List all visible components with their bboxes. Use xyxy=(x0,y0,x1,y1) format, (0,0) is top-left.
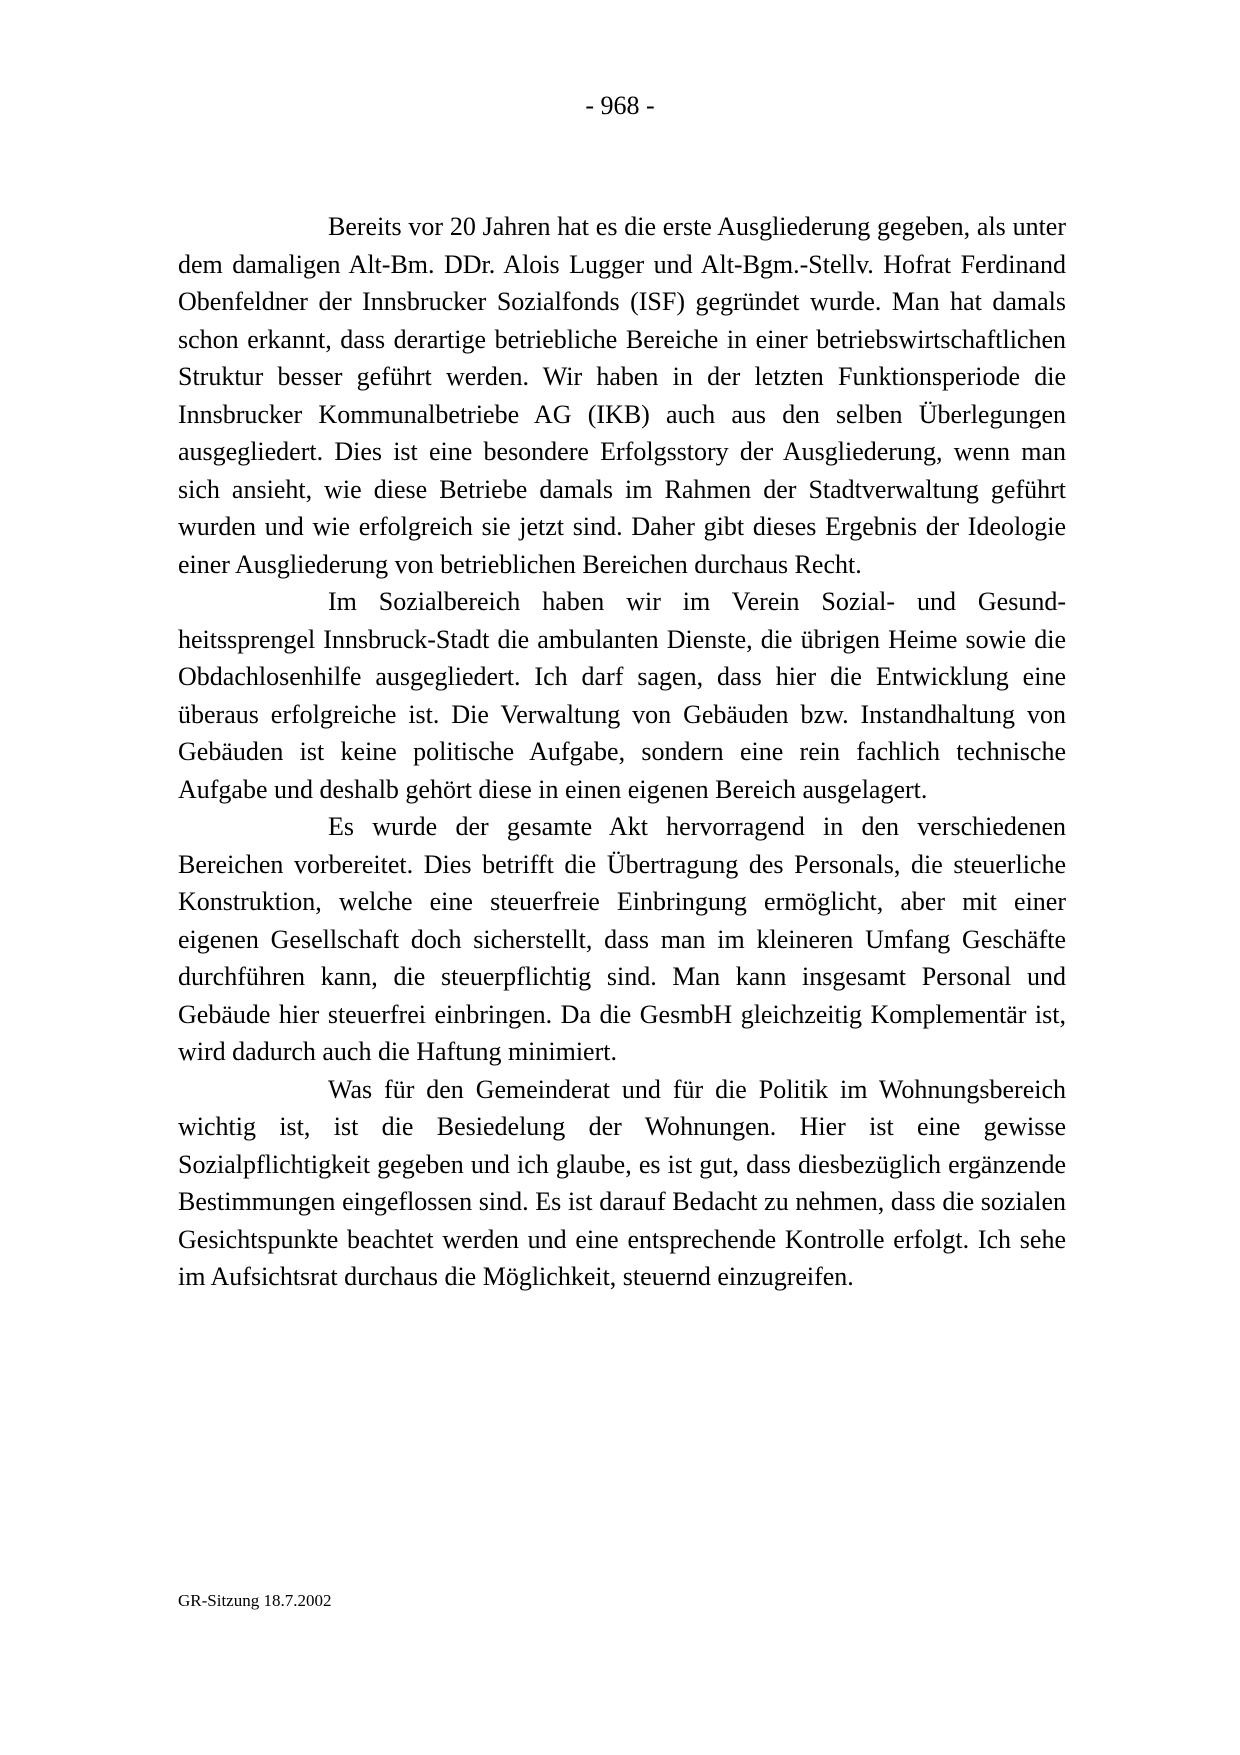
footer-session-label: GR-Sitzung 18.7.2002 xyxy=(178,1591,332,1610)
paragraph: Was für den Gemeinderat und für die Politik im Wohnungsbereich wichtig ist, ist die Besiedelung der Wohnungen. Hier ist eine gewisse Sozialpflichtigkeit gegeben und ich glaube, es ist gut, dass diesbezüglich ergänzende Bestimmungen eingeflossen sind. Es ist darauf Bedacht zu nehmen, dass die sozialen Gesichtspunkte beachtet werden und eine entsprechende Kontrolle erfolgt. Ich sehe im Aufsichtsrat durchaus die Möglichkeit, steuernd einzugreifen. xyxy=(178,1074,1066,1291)
paragraph: Im Sozialbereich haben wir im Verein Sozial- und Gesundheitssprengel Innsbruck-Stadt die ambulanten Dienste, die übrigen Heime sowie die Obdachlosenhilfe ausgegliedert. Ich darf sagen, dass hier die Entwicklung eine überaus erfolgreiche ist. Die Verwaltung von Gebäuden bzw. Instandhaltung von Gebäuden ist keine politische Aufgabe, sondern eine rein fachlich technische Aufgabe und deshalb gehört diese in einen eigenen Bereich ausgelagert. xyxy=(178,587,1066,804)
paragraph: Bereits vor 20 Jahren hat es die erste Ausgliederung gegeben, als unter dem damaligen Alt-Bm. DDr. Alois Lugger und Alt-Bgm.-Stellv. Hofrat Ferdinand Obenfeldner der Innsbrucker Sozialfonds (ISF) gegründet wurde. Man hat damals schon erkannt, dass derartige betriebliche Bereiche in einer betriebswirtschaftlichen Struktur besser geführt werden. Wir haben in der letzten Funktionsperiode die Innsbrucker Kommunalbetriebe AG (IKB) auch aus den selben Überlegungen ausgegliedert. Dies ist eine besondere Erfolgsstory der Ausgliederung, wenn man sich ansieht, wie diese Betriebe damals im Rahmen der Stadtverwaltung geführt wurden und wie erfolgreich sie jetzt sind. Daher gibt dieses Ergebnis der Ideologie einer Ausgliederung von betrieblichen Bereichen durchaus Recht. xyxy=(178,212,1066,579)
page-number: - 968 - xyxy=(585,91,655,120)
paragraph: Es wurde der gesamte Akt hervorragend in den verschiedenen Bereichen vorbereitet. Dies betrifft die Übertragung des Personals, die steuerliche Konstruktion, welche eine steuerfreie Einbringung ermöglicht, aber mit einer eigenen Gesellschaft doch sicherstellt, dass man im kleineren Umfang Geschäfte durchführen kann, die steuerpflichtig sind. Man kann insgesamt Personal und Gebäude hier steuerfrei einbringen. Da die GesmbH gleichzeitig Komplementär ist, wird dadurch auch die Haftung minimiert. xyxy=(178,812,1066,1066)
body-text xyxy=(178,208,1066,1296)
